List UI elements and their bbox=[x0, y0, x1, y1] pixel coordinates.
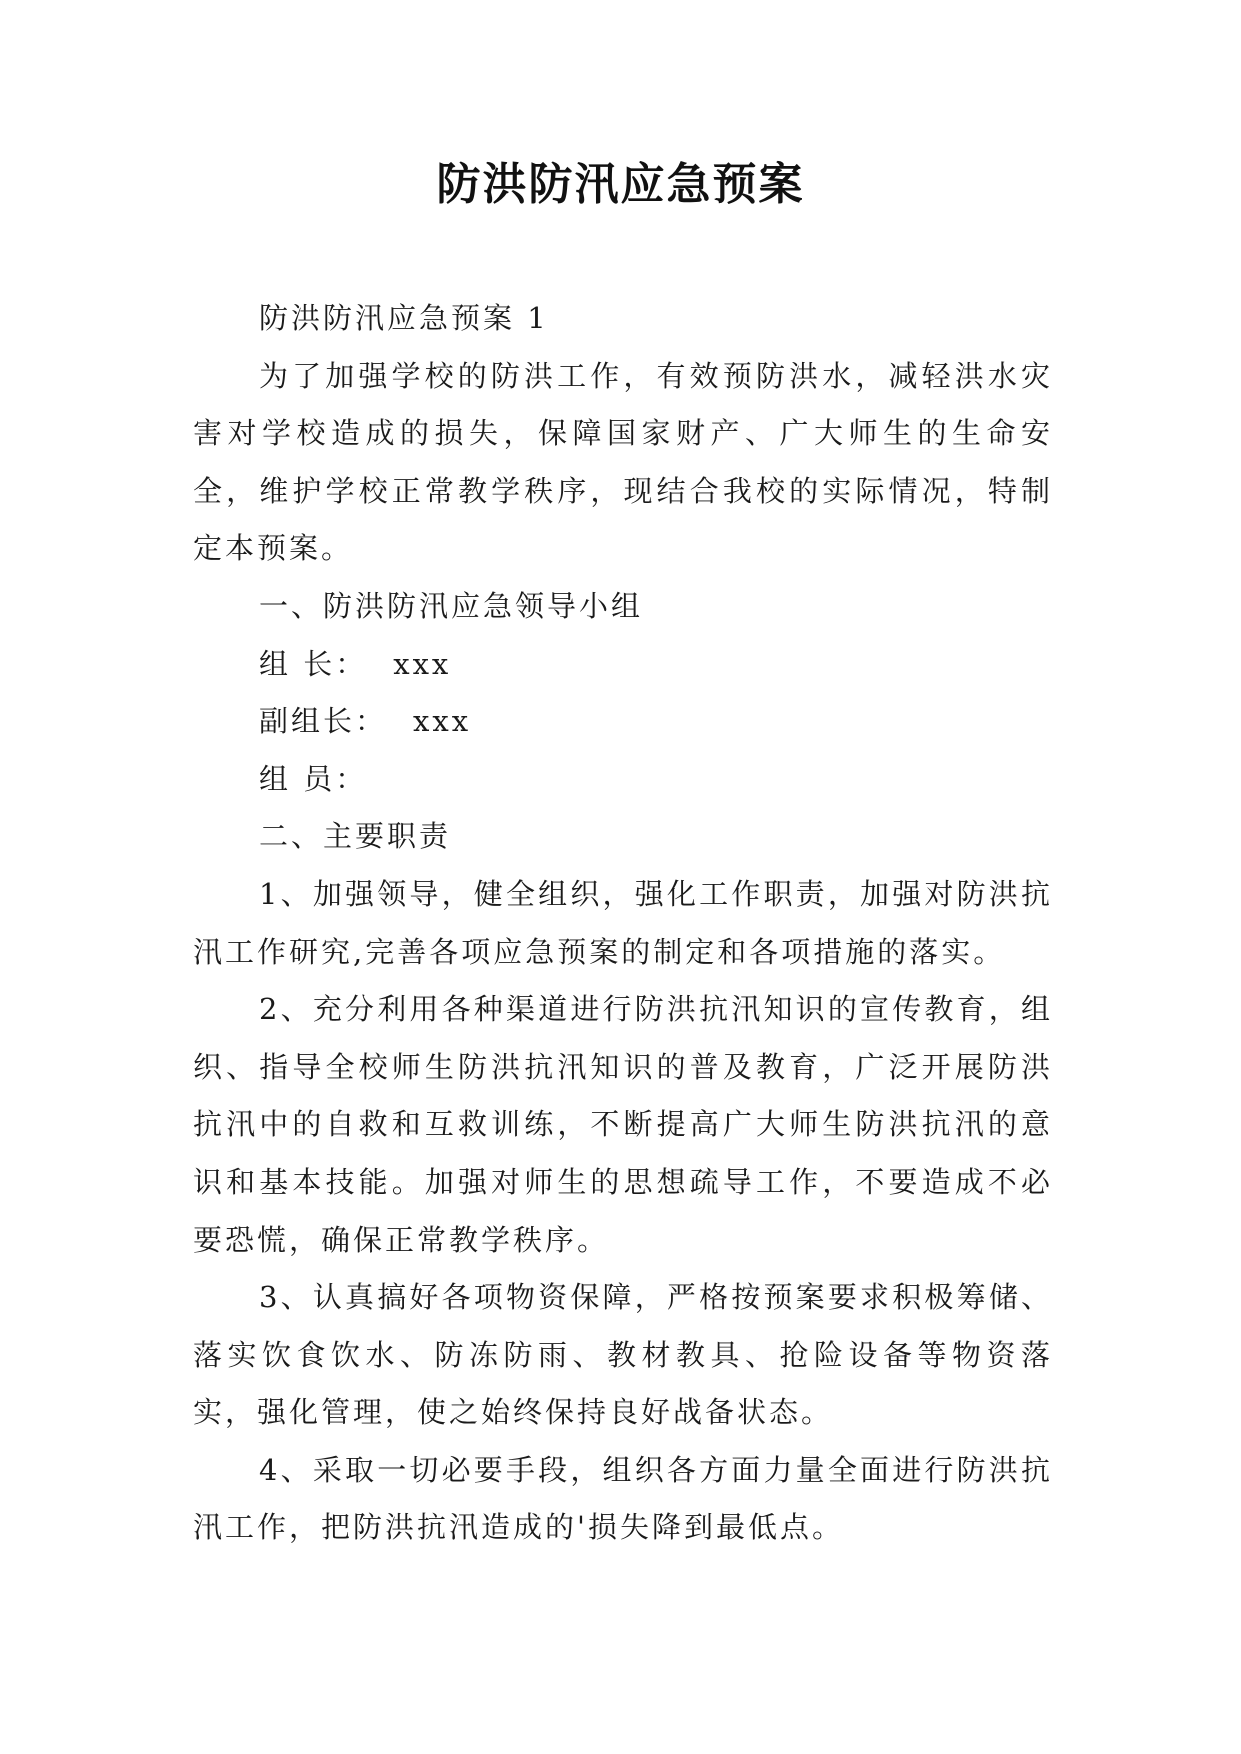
leader-line bbox=[193, 636, 1053, 694]
duty-paragraph-2: 2、充分利用各种渠道进行防洪抗汛知识的宣传教育，组织、指导全校师生防洪抗汛知识的普及教育，广泛开展防洪抗汛中的自救和互救训练，不断提高广大师生防洪抗汛的意识和基本技能。加强对师生的思想疏导工作，不要造成不必要恐慌，确保正常教学秩序。 bbox=[193, 992, 1053, 1257]
members-line bbox=[193, 751, 1053, 809]
duty-paragraph-4: 4、采取一切必要手段，组织各方面力量全面进行防洪抗汛工作，把防洪抗汛造成的'损失降到最低点。 bbox=[193, 1452, 1053, 1545]
intro-paragraph: 为了加强学校的防洪工作，有效预防洪水，减轻洪水灾害对学校造成的损失，保障国家财产、广大师生的生命安全，维护学校正常教学秩序，现结合我校的实际情况，特制定本预案。 bbox=[193, 358, 1053, 566]
leader-value: xxx bbox=[393, 646, 452, 681]
duty-paragraph-3: 3、认真搞好各项物资保障，严格按预案要求积极筹储、落实饮食饮水、防冻防雨、教材教具、抢险设备等物资落实，强化管理，使之始终保持良好战备状态。 bbox=[193, 1280, 1053, 1430]
document-title: 防洪防汛应急预案 bbox=[436, 159, 805, 210]
duty-paragraph-1: 1、加强领导，健全组织，强化工作职责，加强对防洪抗汛工作研究,完善各项应急预案的制定和各项措施的落实。 bbox=[193, 876, 1053, 969]
deputy-leader-value: xxx bbox=[413, 704, 472, 739]
plan-subtitle: 防洪防汛应急预案 1 bbox=[259, 301, 549, 335]
deputy-leader-label: 副组长： bbox=[259, 704, 388, 739]
section-heading-duties: 二、主要职责 bbox=[259, 819, 452, 854]
deputy-leader-line bbox=[193, 693, 1053, 751]
document-body bbox=[193, 290, 1053, 1557]
leader-label: 组 长： bbox=[259, 646, 368, 681]
section-heading-leadership: 一、防洪防汛应急领导小组 bbox=[259, 588, 644, 623]
members-label: 组 员： bbox=[259, 761, 368, 796]
